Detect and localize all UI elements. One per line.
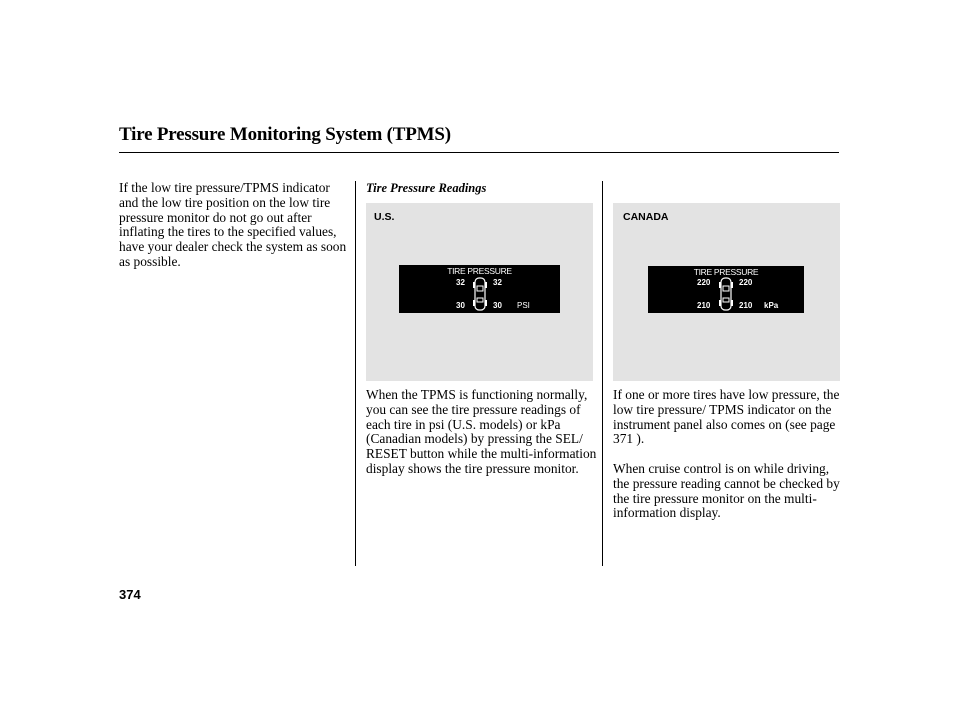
us-display-panel (366, 203, 593, 381)
right-paragraph-2: When cruise control is on while driving, the pressure reading cannot be checked by the tire pressure monitor on the multi-information display. (613, 460, 840, 521)
canada-front-left-value: 220 (697, 278, 711, 287)
title-divider (119, 152, 839, 153)
left-paragraph: If the low tire pressure/TPMS indicator and the low tire position on the low tire pressure monitor do not go out after inflating the tires to the specified values, have your dealer check the system as soon as possible. (119, 180, 347, 269)
right-paragraph-1: If one or more tires have low pressure, the low tire pressure/ TPMS indicator on the instrument panel also comes on (see page 371 ). (613, 387, 840, 447)
canada-rear-left-value: 210 (697, 301, 711, 310)
canada-unit-label: kPa (764, 301, 779, 310)
car-top-view-icon (473, 277, 487, 311)
us-front-left-value: 32 (456, 278, 465, 287)
us-display-title: TIRE PRESSURE (447, 266, 512, 276)
column-divider-2 (602, 181, 603, 566)
canada-front-right-value: 220 (739, 278, 753, 287)
us-front-right-value: 32 (493, 278, 502, 287)
page-number: 374 (119, 587, 141, 602)
column-divider-1 (355, 181, 356, 566)
us-panel-label: U.S. (374, 211, 395, 223)
left-column-text (119, 181, 351, 270)
us-rear-right-value: 30 (493, 301, 502, 310)
right-column-text (613, 388, 841, 521)
canada-panel-label: CANADA (623, 211, 669, 223)
middle-paragraph: When the TPMS is functioning normally, you can see the tire pressure readings of each tire in psi (U.S. models) or kPa (Canadian models) by pressing the SEL/ RESET button while the multi-information display shows the tire pressure monitor. (366, 387, 597, 476)
canada-display-panel (613, 203, 840, 381)
section-heading: Tire Pressure Readings (366, 181, 487, 195)
us-rear-left-value: 30 (456, 301, 465, 310)
page-title: Tire Pressure Monitoring System (TPMS) (119, 124, 451, 145)
car-top-view-icon (719, 277, 733, 311)
canada-display-title: TIRE PRESSURE (693, 267, 759, 277)
middle-column-text (366, 388, 598, 477)
us-tire-pressure-display (399, 265, 560, 313)
canada-tire-pressure-display (648, 266, 804, 313)
us-unit-label: PSI (517, 301, 530, 310)
canada-rear-right-value: 210 (739, 301, 753, 310)
